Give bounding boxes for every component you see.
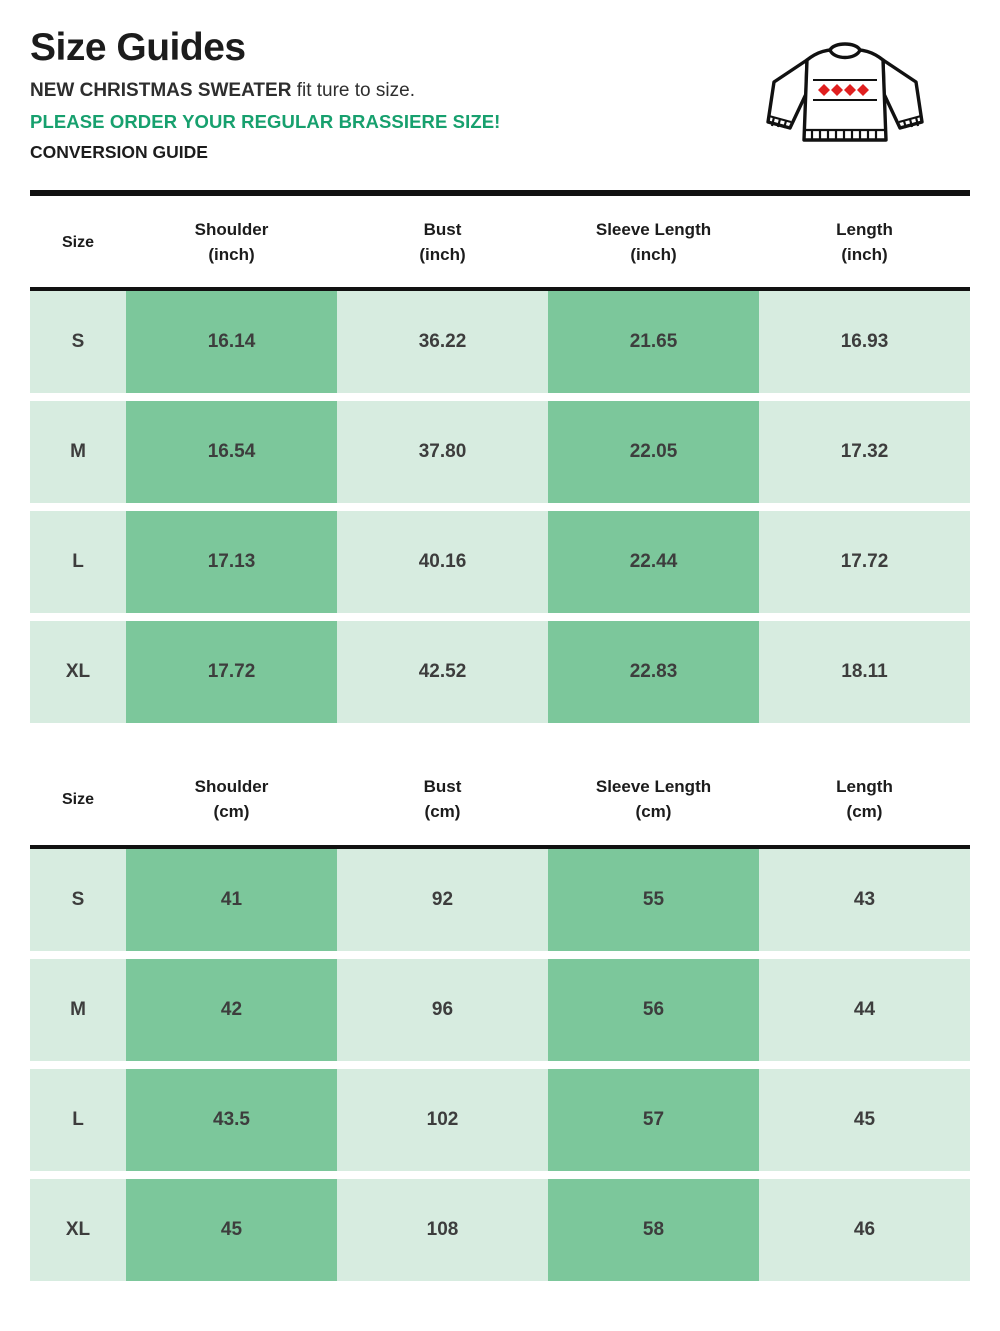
page-title: Size Guides (30, 26, 246, 69)
table-row (30, 397, 970, 507)
cell-length: 17.32 (759, 397, 970, 507)
cell-shoulder: 45 (126, 1175, 337, 1285)
cell-sleeve-length: 21.65 (548, 291, 759, 397)
cell-shoulder: 16.14 (126, 291, 337, 397)
cell-shoulder: 17.13 (126, 507, 337, 617)
column-header-bust (337, 196, 548, 287)
column-header-size: Size (61, 234, 94, 252)
conversion-guide-label: CONVERSION GUIDE (30, 142, 208, 162)
column-header-sleeve-length (548, 753, 759, 844)
column-header-shoulder (126, 196, 337, 287)
table-row (30, 1065, 970, 1175)
table-header-row (30, 753, 970, 844)
cell-shoulder: 17.72 (126, 617, 337, 727)
column-header-length-label: Length (836, 777, 893, 797)
page-header (30, 0, 970, 180)
cell-shoulder: 16.54 (126, 397, 337, 507)
column-header-shoulder-label: Shoulder (194, 220, 269, 239)
cell-length: 17.72 (759, 507, 970, 617)
cell-length: 18.11 (759, 617, 970, 727)
column-header-bust-label: Bust (423, 777, 462, 797)
table-row (30, 291, 970, 397)
column-header-shoulder-unit: (inch) (208, 244, 255, 264)
cell-sleeve-length: 55 (548, 849, 759, 955)
order-notice: PLEASE ORDER YOUR REGULAR BRASSIERE SIZE! (30, 111, 501, 132)
cell-sleeve-length: 57 (548, 1065, 759, 1175)
cell-shoulder: 42 (126, 955, 337, 1065)
column-header-length (759, 753, 970, 844)
cell-bust: 96 (337, 955, 548, 1065)
column-header-length-label: Length (836, 220, 893, 239)
column-header-bust-unit: (cm) (424, 801, 461, 821)
column-header-length (759, 196, 970, 287)
cell-sleeve-length: 22.44 (548, 507, 759, 617)
subtitle-rest: fit ture to size. (291, 80, 415, 101)
cell-size: L (30, 1065, 126, 1175)
cell-bust: 42.52 (337, 617, 548, 727)
cell-size: M (30, 397, 126, 507)
cell-size: M (30, 955, 126, 1065)
cell-length: 44 (759, 955, 970, 1065)
column-header-shoulder-unit: (cm) (213, 801, 250, 821)
cell-size: XL (30, 1175, 126, 1285)
cell-bust: 102 (337, 1065, 548, 1175)
cell-bust: 108 (337, 1175, 548, 1285)
column-header-shoulder (126, 753, 337, 844)
column-header-bust-unit: (inch) (419, 244, 466, 264)
cell-size: S (30, 849, 126, 955)
table-row (30, 955, 970, 1065)
table-row (30, 507, 970, 617)
christmas-sweater-icon (760, 30, 930, 160)
table-header-row (30, 196, 970, 287)
cell-length: 43 (759, 849, 970, 955)
cell-shoulder: 41 (126, 849, 337, 955)
table-row (30, 849, 970, 955)
cell-sleeve-length: 56 (548, 955, 759, 1065)
cell-bust: 36.22 (337, 291, 548, 397)
cell-sleeve-length: 58 (548, 1175, 759, 1285)
cell-sleeve-length: 22.05 (548, 397, 759, 507)
column-header-bust (337, 753, 548, 844)
cell-length: 16.93 (759, 291, 970, 397)
cell-shoulder: 43.5 (126, 1065, 337, 1175)
column-header-sleeve-length (548, 196, 759, 287)
column-header-sleeve-length-label: Sleeve Length (595, 220, 712, 239)
subtitle-strong: NEW CHRISTMAS SWEATER (30, 80, 292, 101)
size-table-cm (30, 753, 970, 1288)
column-header-sleeve-length-unit: (cm) (635, 801, 672, 821)
cell-length: 45 (759, 1065, 970, 1175)
cell-size: L (30, 507, 126, 617)
cell-size: S (30, 291, 126, 397)
column-header-length-unit: (inch) (841, 244, 888, 264)
column-header-length-unit: (cm) (846, 801, 883, 821)
table-spacer (30, 731, 970, 753)
cell-length: 46 (759, 1175, 970, 1285)
column-header-size: Size (61, 791, 94, 809)
table-row (30, 1175, 970, 1285)
cell-size: XL (30, 617, 126, 727)
cell-bust: 37.80 (337, 397, 548, 507)
column-header-shoulder-label: Shoulder (194, 777, 269, 797)
size-table-inch (30, 196, 970, 731)
column-header-sleeve-length-label: Sleeve Length (595, 777, 712, 797)
cell-bust: 40.16 (337, 507, 548, 617)
cell-sleeve-length: 22.83 (548, 617, 759, 727)
column-header-bust-label: Bust (423, 220, 462, 239)
column-header-sleeve-length-unit: (inch) (630, 244, 677, 264)
table-row (30, 617, 970, 727)
cell-bust: 92 (337, 849, 548, 955)
